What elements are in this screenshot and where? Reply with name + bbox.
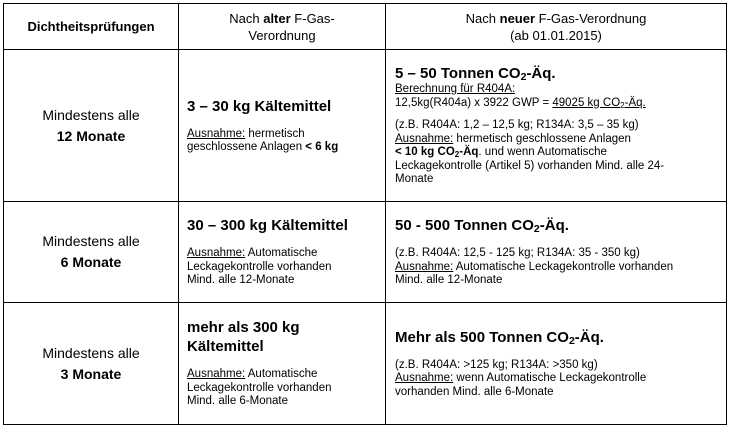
old-exception-line2: Leckagekontrolle vorhanden xyxy=(187,381,332,394)
new-calc-result-post: -Äq. xyxy=(624,96,646,109)
frequency-line1: Mindestens alle xyxy=(42,344,140,361)
header-new-post: F-Gas-Verordnung xyxy=(535,10,647,26)
new-exception-label: Ausnahme: xyxy=(395,260,454,273)
new-regulation-cell xyxy=(386,303,727,425)
frequency-cell xyxy=(4,303,179,425)
new-example-and-exception xyxy=(395,359,722,400)
header-new-line2: (ab 01.01.2015) xyxy=(510,27,602,43)
old-exception-line2: geschlossene Anlagen xyxy=(187,141,306,153)
old-exception-line1: Automatische xyxy=(245,368,318,381)
new-title xyxy=(395,216,722,235)
new-exception-bold-pre: < 10 kg CO xyxy=(395,146,455,159)
new-title-pre: Mehr als 500 Tonnen CO xyxy=(395,328,569,346)
header-old-pre: Nach xyxy=(229,10,264,26)
new-exception-bold-sub: 2 xyxy=(454,150,460,160)
header-leak-tests-label: Dichtheitsprüfungen xyxy=(27,19,155,34)
old-regulation-cell xyxy=(179,303,386,425)
old-title-line1: mehr als 300 kg xyxy=(187,319,300,337)
frequency-cell xyxy=(4,202,179,303)
old-exception-line1: Automatische xyxy=(245,247,318,260)
header-new-pre: Nach xyxy=(465,10,500,26)
new-exception-line2: vorhanden Mind. alle 6-Monate xyxy=(395,385,554,398)
new-example: (z.B. R404A: 12,5 - 125 kg; R134A: 35 - 350 kg) xyxy=(395,247,640,260)
old-exception xyxy=(187,368,381,409)
old-regulation-cell xyxy=(179,202,386,303)
new-title-post: -Äq. xyxy=(526,65,556,83)
old-title: 3 – 30 kg Kältemittel xyxy=(187,97,332,115)
old-exception-bold: < 6 kg xyxy=(305,141,339,153)
header-old-regulation xyxy=(179,4,386,50)
new-title xyxy=(395,328,722,347)
new-title-post: -Äq. xyxy=(574,328,604,346)
new-example: (z.B. R404A: 1,2 – 12,5 kg; R134A: 3,5 – 35 kg) xyxy=(395,119,639,132)
new-title-sub: 2 xyxy=(568,334,575,347)
header-old-post: F-Gas- xyxy=(290,10,335,26)
new-exception-bold xyxy=(395,146,478,158)
new-calc-result xyxy=(552,97,645,109)
new-calc-formula: 12,5kg(R404a) x 3922 GWP = xyxy=(395,96,553,109)
new-exception-bold-post: -Äq xyxy=(459,146,479,159)
new-calc-label: Berechnung für R404A: xyxy=(395,83,516,96)
new-title-pre: 50 - 500 Tonnen CO xyxy=(395,217,534,235)
old-exception-line2: Leckagekontrolle vorhanden xyxy=(187,260,332,273)
new-exception-label: Ausnahme: xyxy=(395,372,454,385)
table-row xyxy=(4,303,727,425)
new-regulation-cell xyxy=(386,50,727,202)
frequency-line1: Mindestens alle xyxy=(42,233,140,249)
new-example-and-exception xyxy=(395,247,722,288)
table-row xyxy=(4,50,727,202)
frequency-cell xyxy=(4,50,179,202)
old-exception-line3: Mind. alle 6-Monate xyxy=(187,395,288,408)
old-exception-label: Ausnahme: xyxy=(187,127,246,140)
new-exception-line4: Monate xyxy=(395,173,434,186)
header-old-line2: Verordnung xyxy=(248,27,316,43)
old-exception-label: Ausnahme: xyxy=(187,368,246,381)
frequency-line1: Mindestens alle xyxy=(42,106,140,123)
new-example: (z.B. R404A: >125 kg; R134A: >350 kg) xyxy=(395,358,598,371)
old-title-line2: Kältemittel xyxy=(187,338,264,356)
header-leak-tests xyxy=(4,4,179,50)
new-exception-line3: Leckagekontrolle (Artikel 5) vorhanden Mind. alle 24- xyxy=(395,159,665,172)
frequency-line2: 6 Monate xyxy=(60,254,122,270)
new-exception-label: Ausnahme: xyxy=(395,132,454,145)
new-exception-line1: wenn Automatische Leckagekontrolle xyxy=(453,372,647,385)
new-calc-result-sub: 2 xyxy=(620,100,625,110)
new-exception-line2: Mind. alle 12-Monate xyxy=(395,274,503,287)
old-title xyxy=(187,318,381,356)
new-title-pre: 5 – 50 Tonnen CO xyxy=(395,65,521,83)
new-calculation xyxy=(395,83,722,110)
header-new-bold: neuer xyxy=(499,10,536,26)
table-row xyxy=(4,202,727,303)
new-title-sub: 2 xyxy=(533,223,540,236)
leak-test-table xyxy=(3,3,727,425)
frequency-line2: 3 Monate xyxy=(60,365,122,382)
new-exception-line2: . und wenn Automatische xyxy=(478,146,607,159)
new-title-post: -Äq. xyxy=(539,217,569,235)
old-exception-label: Ausnahme: xyxy=(187,247,246,260)
new-exception-line1: Automatische Leckagekontrolle vorhanden xyxy=(453,260,674,273)
header-row xyxy=(4,4,727,50)
old-exception-line3: Mind. alle 12-Monate xyxy=(187,274,295,287)
header-old-bold: alter xyxy=(263,10,291,26)
frequency-line2: 12 Monate xyxy=(56,127,126,144)
new-calc-result-pre: 49025 kg CO xyxy=(552,96,621,109)
old-exception xyxy=(187,247,381,288)
new-regulation-cell xyxy=(386,202,727,303)
new-example-and-exception xyxy=(395,119,722,187)
old-exception-line1: hermetisch xyxy=(245,127,305,140)
header-new-regulation xyxy=(386,4,727,50)
old-exception xyxy=(187,128,381,155)
new-title-sub: 2 xyxy=(520,71,527,84)
new-title xyxy=(395,64,722,83)
old-title: 30 – 300 kg Kältemittel xyxy=(187,217,348,235)
old-regulation-cell xyxy=(179,50,386,202)
new-exception-line1: hermetisch geschlossene Anlagen xyxy=(453,132,631,145)
